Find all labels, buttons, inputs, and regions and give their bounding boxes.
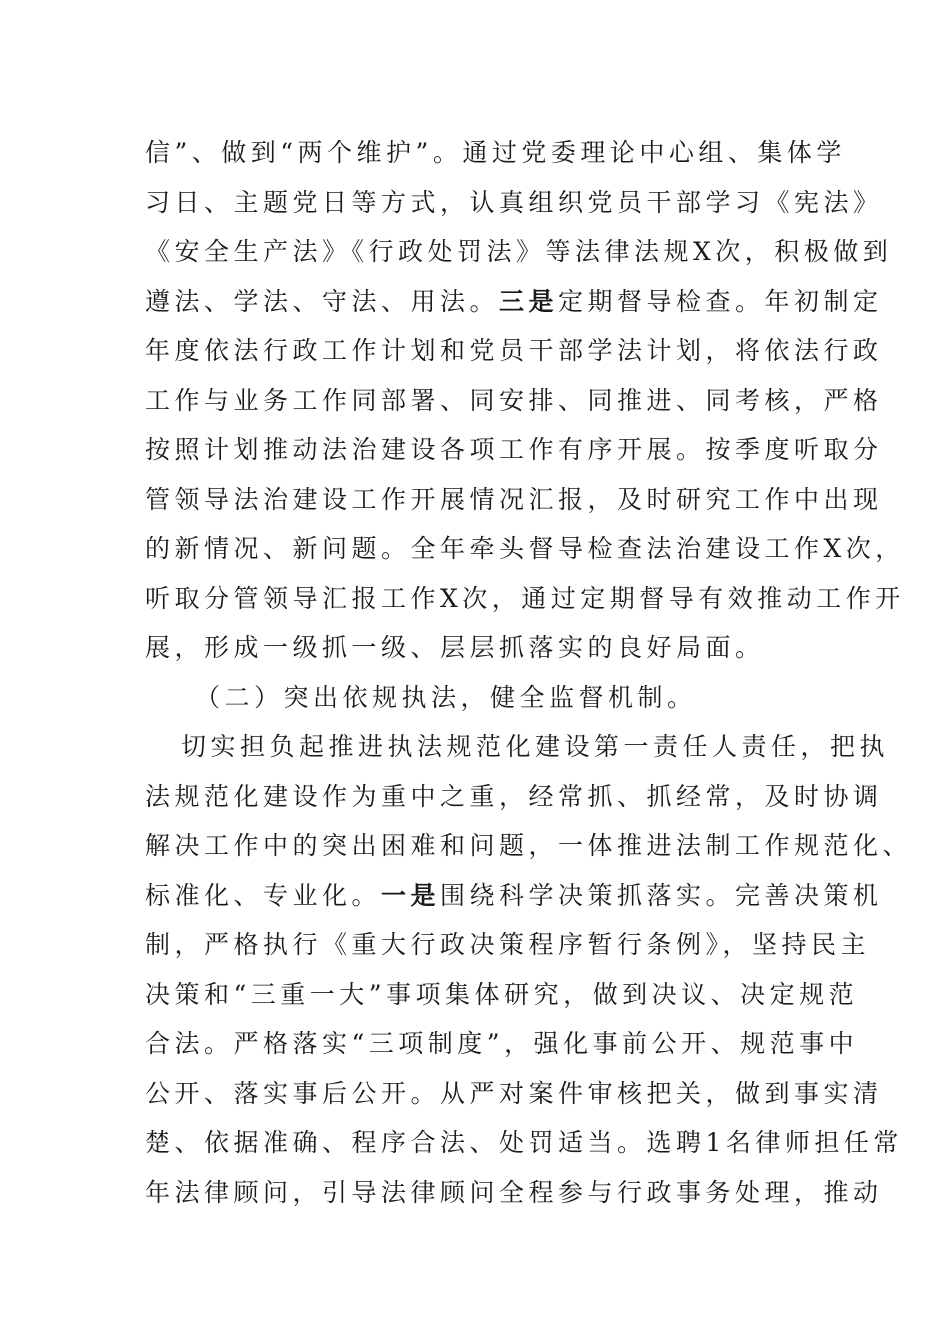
body-line: 法规范化建设作为重中之重，经常抓、抓经常，及时协调	[145, 781, 883, 811]
line-text: 遵法、学法、守法、用法。	[145, 286, 500, 316]
body-line: 年度依法行政工作计划和党员干部学法计划，将依法行政	[145, 336, 883, 365]
body-line: 《安全生产法》《行政处罚法》等法律法规X次，积极做到	[145, 237, 893, 266]
body-line	[145, 277, 883, 327]
body-line: 公开、落实事后公开。从严对案件审核把关，做到事实清	[145, 1078, 883, 1108]
bold-lead-phrase: 一是	[381, 880, 441, 910]
body-line: 听取分管领导汇报工作X次，通过定期督导有效推动工作开	[145, 583, 905, 613]
body-line	[145, 871, 883, 921]
body-line: 的新情况、新问题。全年牵头督导检查法治建设工作X次，	[145, 534, 905, 563]
body-line: 信”、做到“两个维护”。通过党委理论中心组、集体学	[145, 138, 846, 167]
body-line: 年法律顾问，引导法律顾问全程参与行政事务处理，推动	[145, 1177, 883, 1207]
line-text: 围绕科学决策抓落实。完善决策机	[440, 880, 883, 910]
section-heading: （二）突出依规执法，健全监督机制。	[195, 682, 697, 712]
document-body	[145, 128, 913, 1217]
body-line: 制，严格执行《重大行政决策程序暂行条例》，坚持民主	[145, 930, 871, 959]
body-line: 决策和“三重一大”事项集体研究，做到决议、决定规范	[145, 979, 859, 1009]
body-line: 切实担负起推进执法规范化建设第一责任人责任，把执	[181, 732, 890, 761]
body-line: 习日、主题党日等方式，认真组织党员干部学习《宪法》	[145, 187, 883, 217]
body-line: 工作与业务工作同部署、同安排、同推进、同考核，严格	[145, 385, 883, 415]
line-text: 标准化、专业化。	[145, 880, 382, 910]
body-line: 解决工作中的突出困难和问题，一体推进法制工作规范化、	[145, 831, 913, 860]
body-line: 展，形成一级抓一级、层层抓落实的良好局面。	[145, 633, 765, 662]
line-text: 定期督导检查。年初制定	[558, 286, 883, 316]
body-line: 楚、依据准确、程序合法、处罚适当。选聘1名律师担任常	[145, 1128, 903, 1157]
body-line: 按照计划推动法治建设各项工作有序开展。按季度听取分	[145, 435, 883, 464]
bold-lead-phrase: 三是	[499, 286, 559, 316]
body-line: 管领导法治建设工作开展情况汇报，及时研究工作中出现	[145, 484, 883, 514]
body-line: 合法。严格落实“三项制度”，强化事前公开、规范事中	[145, 1029, 859, 1058]
